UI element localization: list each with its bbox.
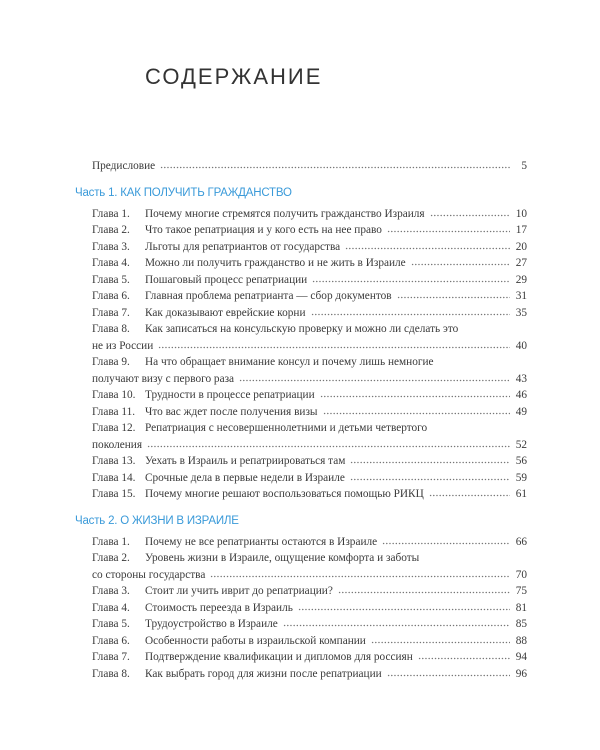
dot-leader [311,313,511,316]
page-number: 61 [515,488,527,500]
page-number: 43 [515,372,527,385]
page-number: 81 [515,601,527,614]
chapter-label: Глава 2. [92,552,130,564]
toc-entry[interactable] [75,550,527,567]
entry-title-continuation: поколения [92,438,143,451]
entry-title: Срочные дела в первые недели в Израиле [145,471,345,484]
dot-leader [147,445,510,448]
toc-entry[interactable] [75,222,527,239]
dot-leader [210,575,510,578]
toc-entry[interactable] [75,387,527,404]
toc-entry[interactable] [75,404,527,421]
dot-leader [382,542,510,545]
chapter-label: Глава 3. [92,585,130,597]
page-number: 94 [515,651,527,663]
chapter-label: Глава 6. [92,634,130,647]
dot-leader [411,263,510,266]
page-number: 27 [515,257,527,269]
chapter-label: Глава 12. [92,422,136,434]
entry-title: Стоимость переезда в Израиль [145,601,293,614]
toc-entry[interactable] [75,206,527,223]
page-number: 10 [515,207,527,220]
toc-entry[interactable] [75,321,527,338]
dot-leader [158,346,510,349]
dot-leader [160,166,510,169]
entry-title: Особенности работы в израильской компании [145,634,366,647]
chapter-label: Глава 4. [92,257,130,269]
toc-entry[interactable] [75,600,527,617]
toc-entry-continuation[interactable] [75,371,527,388]
dot-leader [350,461,510,464]
toc-entry[interactable] [75,470,527,487]
dot-leader [239,379,510,382]
page-number: 46 [515,389,527,401]
entry-title: Что вас ждет после получения визы [145,405,318,418]
entry-title: Как доказывают еврейские корни [145,306,306,319]
entry-title: Репатриация с несовершеннолетними и детьми четвертого [145,422,428,434]
page-number: 96 [515,667,527,680]
toc-entry[interactable] [75,486,527,503]
dot-leader [312,280,510,283]
entry-title: Трудности в процессе репатриации [145,389,315,401]
toc-entry[interactable] [75,354,527,371]
part-heading: Часть 1. КАК ПОЛУЧИТЬ ГРАЖДАНСТВО [75,186,292,199]
toc-entry[interactable] [75,633,527,650]
page-number: 20 [515,240,527,253]
entry-title: Можно ли получить гражданство и не жить в Израиле [145,257,406,269]
part-heading: Часть 2. О ЖИЗНИ В ИЗРАИЛЕ [75,514,239,527]
page-number: 56 [515,455,527,467]
dot-leader [283,624,510,627]
page-number: 29 [515,273,527,286]
toc-entry-preface[interactable] [75,158,527,175]
entry-title: Что такое репатриация и у кого есть на нее право [145,224,382,236]
toc-entry-continuation[interactable] [75,338,527,355]
toc-entry[interactable] [75,616,527,633]
toc-entry-continuation[interactable] [75,437,527,454]
entry-title-continuation: со стороны государства [92,568,206,581]
page-number: 5 [521,160,527,172]
dot-leader [338,591,510,594]
chapter-label: Глава 5. [92,273,130,286]
chapter-label: Глава 6. [92,290,130,302]
chapter-label: Глава 8. [92,323,130,335]
entry-title: Главная проблема репатрианта — сбор документов [145,290,392,302]
toc-entry[interactable] [75,288,527,305]
toc-entry[interactable] [75,534,527,551]
toc-entry[interactable] [75,453,527,470]
page-number: 75 [515,585,527,597]
chapter-label: Глава 7. [92,306,130,319]
entry-title: На что обращает внимание консул и почему лишь немногие [145,356,434,368]
dot-leader [298,608,510,611]
dot-leader [345,247,510,250]
page-number: 70 [515,568,527,581]
toc-entry[interactable] [75,649,527,666]
toc-entry[interactable] [75,666,527,683]
dot-leader [397,296,510,299]
dot-leader [323,412,510,415]
toc-entry[interactable] [75,420,527,437]
toc-entry[interactable] [75,305,527,322]
chapter-label: Глава 5. [92,618,130,630]
page-number: 52 [515,438,527,451]
chapter-label: Глава 4. [92,601,130,614]
dot-leader [387,674,510,677]
entry-title: Почему многие стремятся получить гражданство Израиля [145,207,425,220]
page-number: 49 [515,405,527,418]
page-number: 31 [515,290,527,302]
chapter-label: Глава 13. [92,455,136,467]
page-number: 66 [515,535,527,548]
dot-leader [371,641,510,644]
page-number: 59 [515,471,527,484]
entry-title: Как записаться на консульскую проверку и можно ли сделать это [145,323,459,335]
dot-leader [320,395,510,398]
toc-entry[interactable] [75,255,527,272]
entry-title-continuation: не из России [92,339,154,352]
page-number: 17 [515,224,527,236]
entry-title: Пошаговый процесс репатриации [145,273,308,286]
entry-title: Уехать в Израиль и репатриироваться там [145,455,346,467]
page-number: 40 [515,339,527,352]
dot-leader [387,230,510,233]
toc-entry[interactable] [75,272,527,289]
chapter-label: Глава 7. [92,651,130,663]
entry-title: Трудоустройство в Израиле [145,618,278,630]
dot-leader [430,214,510,217]
entry-title-continuation: получают визу с первого раза [92,372,235,385]
chapter-label: Глава 2. [92,224,130,236]
page-number: 85 [515,618,527,630]
entry-title: Подтверждение квалификации и дипломов для россиян [145,651,413,663]
page-number: 35 [515,306,527,319]
toc-entry[interactable] [75,583,527,600]
chapter-label: Глава 8. [92,667,130,680]
chapter-label: Глава 9. [92,356,130,368]
dot-leader [350,478,510,481]
chapter-label: Глава 11. [92,405,136,418]
entry-title: Почему многие решают воспользоваться помощью РИКЦ [145,488,424,500]
chapter-label: Глава 10. [92,389,136,401]
dot-leader [429,494,510,497]
entry-title: Предисловие [92,160,156,172]
page-title: СОДЕРЖАНИЕ [145,64,323,89]
dot-leader [418,657,510,660]
toc-entry-continuation[interactable] [75,567,527,584]
entry-title: Почему не все репатрианты остаются в Израиле [145,535,378,548]
chapter-label: Глава 1. [92,535,130,548]
chapter-label: Глава 14. [92,471,136,484]
entry-title: Стоит ли учить иврит до репатриации? [145,585,333,597]
entry-title: Льготы для репатриантов от государства [145,240,341,253]
chapter-label: Глава 1. [92,207,130,220]
table-of-contents [75,158,527,682]
entry-title: Как выбрать город для жизни после репатриации [145,667,382,680]
toc-entry[interactable] [75,239,527,256]
page-number: 88 [515,634,527,647]
chapter-label: Глава 3. [92,240,130,253]
entry-title: Уровень жизни в Израиле, ощущение комфорта и заботы [145,552,420,564]
chapter-label: Глава 15. [92,488,136,500]
